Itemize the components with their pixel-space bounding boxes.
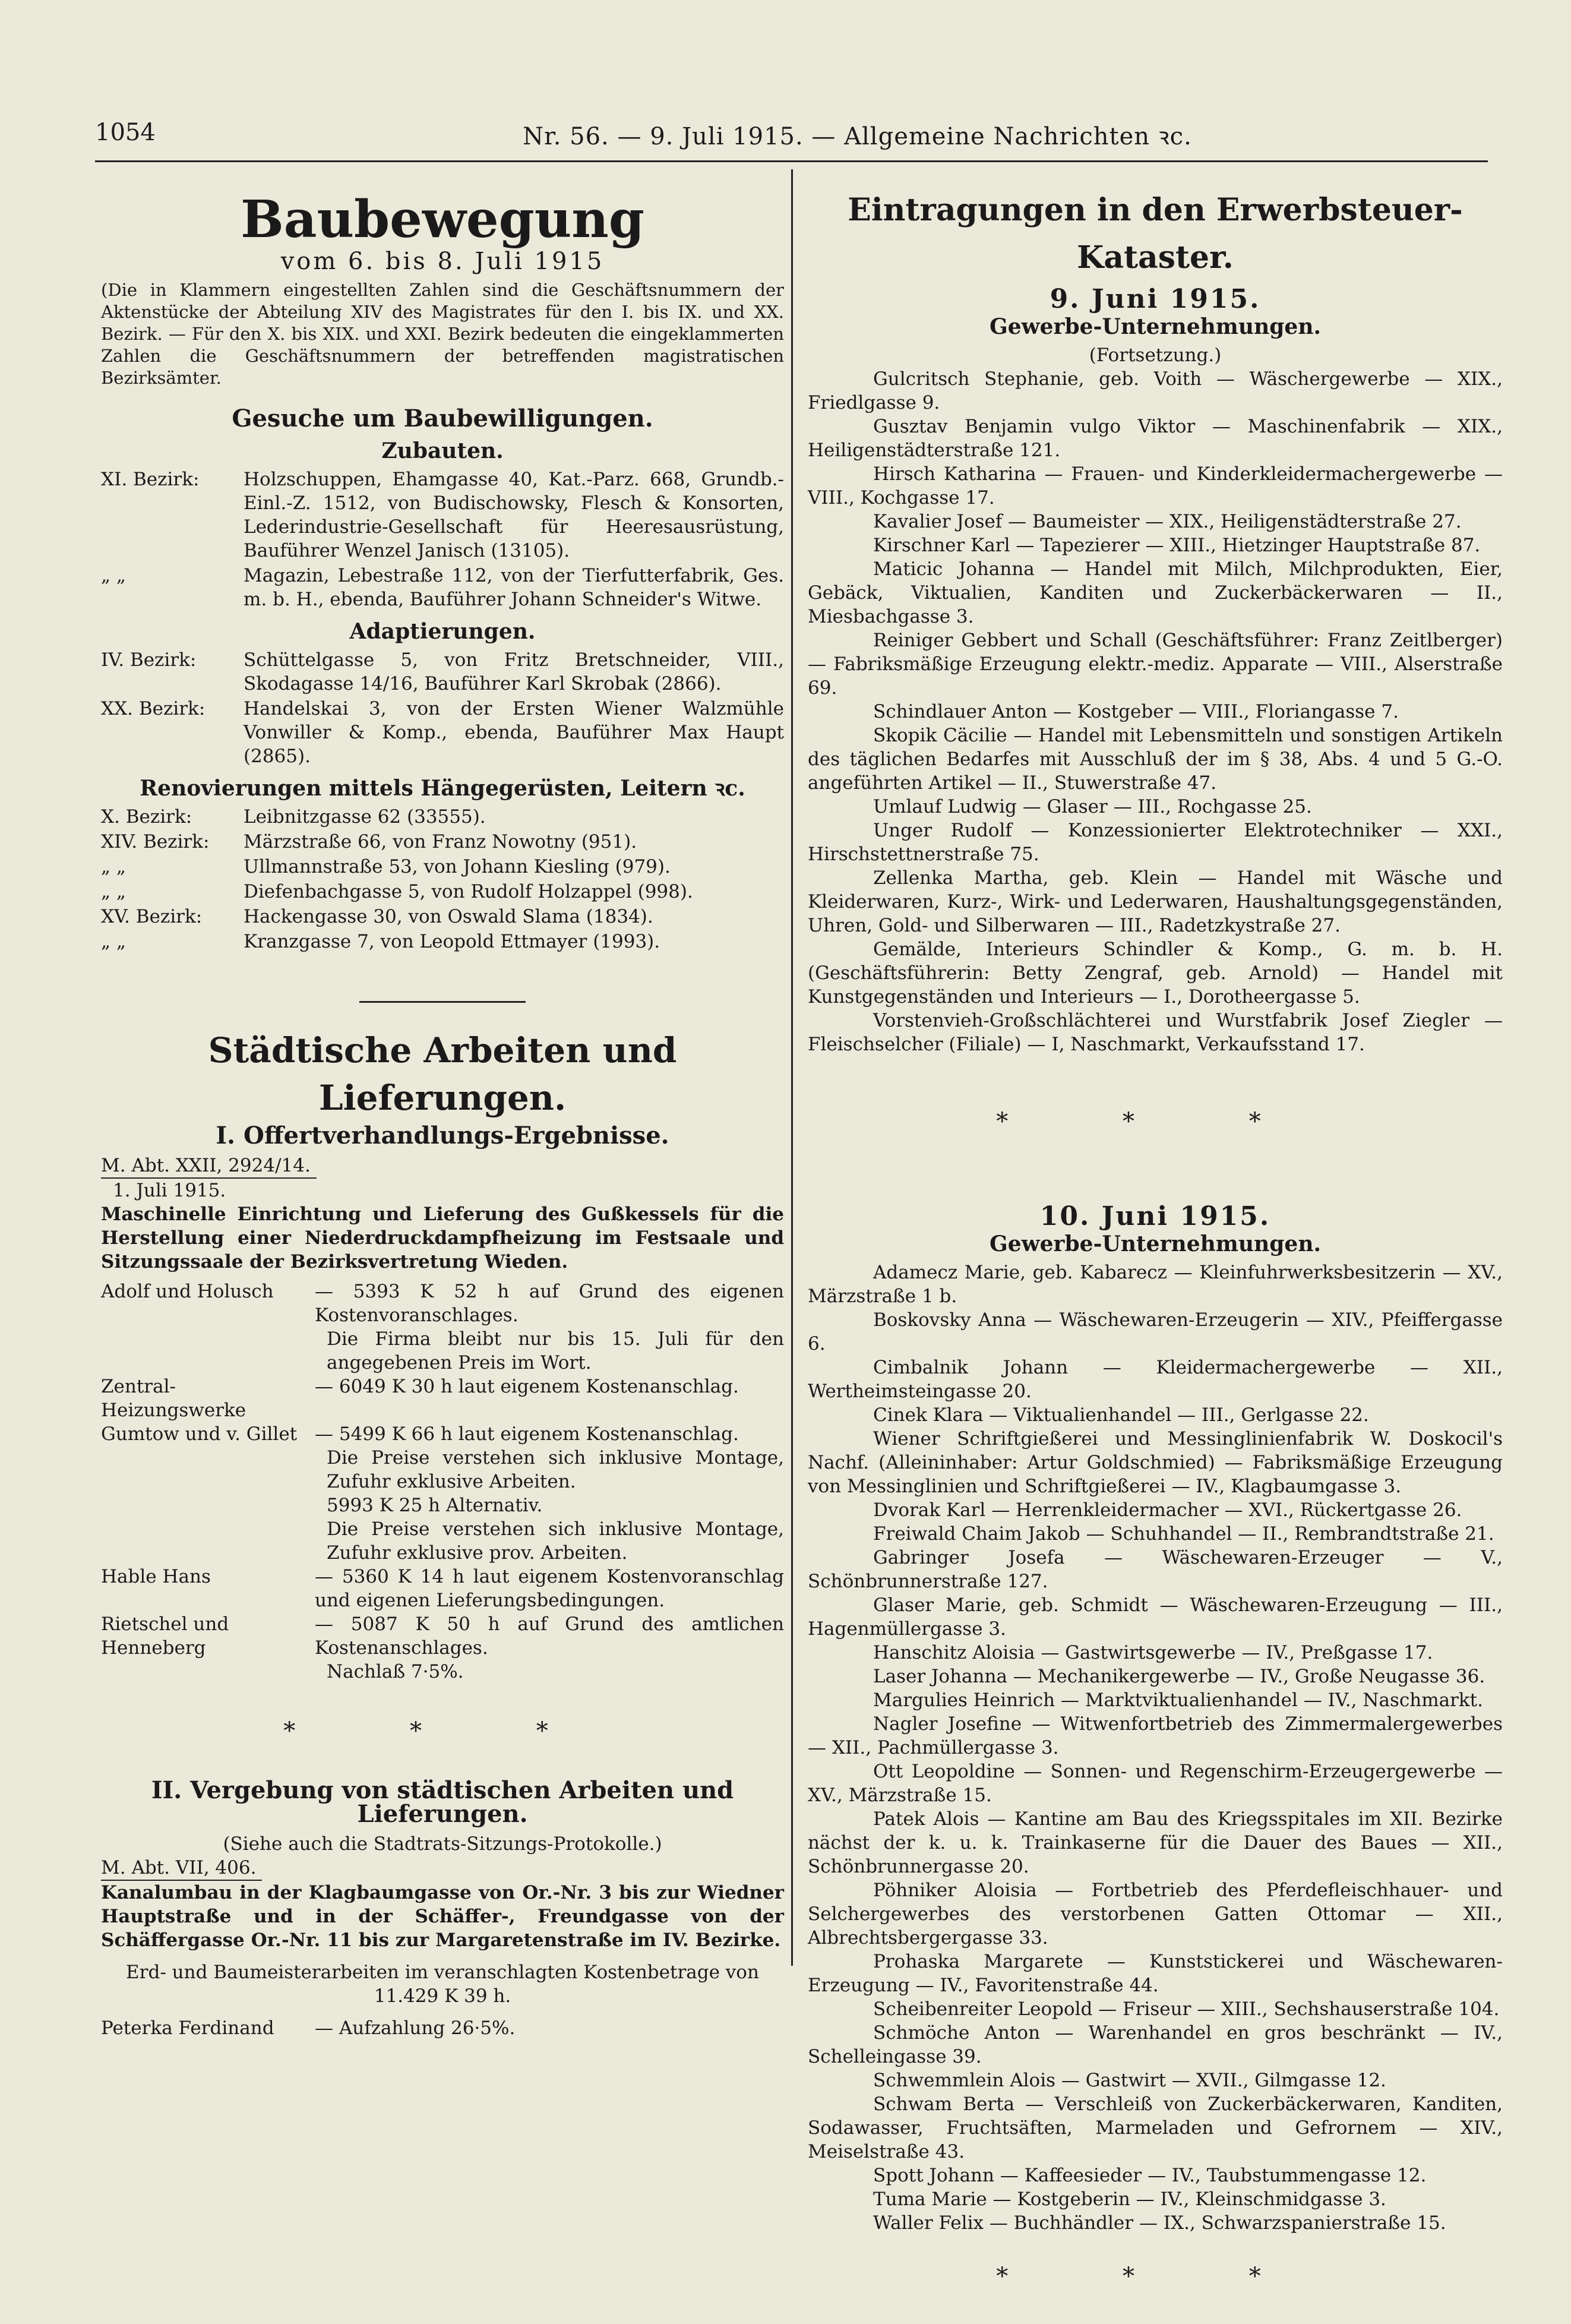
adaptierungen-heading: Adaptierungen.: [349, 619, 536, 644]
list-item: Unger Rudolf — Konzessionierter Elektrotechniker — XXI., Hirschstettnerstraße 75.: [808, 820, 1503, 865]
vergebung-ref-text: M. Abt. VII, 406.: [101, 1856, 262, 1881]
list-item: [101, 930, 784, 953]
header-rule: [95, 160, 1488, 162]
list-item: [101, 905, 784, 929]
list-item: Dvorak Karl — Herrenkleidermacher — XVI., Rückertgasse 26.: [873, 1499, 1462, 1521]
list-item: Cinek Klara — Viktualienhandel — III., Gerlgasse 22.: [873, 1404, 1369, 1426]
entry-text: Holzschuppen, Ehamgasse 40, Kat.-Parz. 668, Grundb.-Einl.-Z. 1512, von Budischowsky, Flesch & Konsorten, Lederindustrie-Gesellschaft für Heeresausrüstung, Bauführer Wenzel Janisch (13105).: [244, 469, 784, 561]
offer-name: Peterka Ferdinand: [101, 2017, 274, 2039]
baubewegung-title: Baubewegung: [241, 190, 644, 250]
list-item: [101, 648, 784, 696]
offer-name: Gumtow und v. Gillet: [101, 1423, 298, 1445]
offer-value: — 5087 K 50 h auf Grund des amtlichen Kostenanschlages.: [315, 1613, 784, 1659]
offer-row: [101, 1280, 784, 1327]
offer-value: — 5499 K 66 h laut eigenem Kostenanschlag.: [315, 1423, 739, 1445]
list-item: Pöhniker Aloisia — Fortbetrieb des Pferdefleischhauer- und Selchergewerbes des verstorbenen Gatten Ottomar — XII., Albrechtsbergergasse 33.: [808, 1880, 1503, 1949]
offer-value: — Aufzahlung 26·5%.: [315, 2017, 516, 2039]
offer-note: Die Preise verstehen sich inklusive Montage, Zufuhr exklusive Arbeiten.: [327, 1447, 784, 1492]
list-item: Hanschitz Aloisia — Gastwirtsgewerbe — IV., Preßgasse 17.: [873, 1642, 1433, 1663]
entry-text: Diefenbachgasse 5, von Rudolf Holzappel (998).: [244, 881, 693, 902]
vergebung-ref: [101, 1856, 784, 1881]
entry-label: XIV. Bezirk:: [101, 831, 210, 852]
offer-row: [101, 1565, 784, 1612]
baubewegung-note: (Die in Klammern eingestellten Zahlen sind die Geschäftsnummern der Aktenstücke der Abteilung XIV des Magistrates für den I. bis IX. und XX. Bezirk. — Für den X. bis XIX. und XXI. Bezirk bedeuten die eingeklammerten Zahlen die Geschäftsnummern der betreffenden magistratischen Bezirksämter.: [101, 280, 784, 388]
left-column: [101, 178, 784, 2040]
list-item: [101, 468, 784, 563]
right-column: [808, 178, 1503, 2324]
section-divider: [359, 1001, 526, 1003]
list-item: Schwemmlein Alois — Gastwirt — XVII., Gilmgasse 12.: [873, 2070, 1386, 2091]
separator-stars: * * *: [996, 1108, 1314, 1135]
offer-row: [101, 1375, 784, 1422]
date-heading: 10. Juni 1915.: [1039, 1201, 1271, 1232]
offer-value: — 5393 K 52 h auf Grund des eigenen Kostenvoranschlages.: [315, 1281, 784, 1326]
offer-name: Rietschel und Henneberg: [101, 1613, 229, 1659]
list-item: Prohaska Margarete — Kunststickerei und Wäschewaren-Erzeugung — IV., Favoritenstraße 44.: [808, 1951, 1503, 1996]
entry-label: X. Bezirk:: [101, 806, 192, 828]
offer-row: [101, 2016, 784, 2040]
list-item: [101, 805, 784, 829]
list-item: Schmöche Anton — Warenhandel en gros beschränkt — IV., Schelleingasse 39.: [808, 2022, 1503, 2067]
offert-ref: [101, 1154, 784, 1179]
offer-value: — 6049 K 30 h laut eigenem Kostenanschlag.: [315, 1376, 739, 1397]
entry-text: Kranzgasse 7, von Leopold Ettmayer (1993).: [244, 931, 660, 952]
list-item: Gabringer Josefa — Wäschewaren-Erzeuger — V., Schönbrunnerstraße 127.: [808, 1547, 1503, 1592]
entry-text: Schüttelgasse 5, von Fritz Bretschneider, VIII., Skodagasse 14/16, Bauführer Karl Skrobak (2866).: [244, 649, 784, 694]
zubauten-heading: Zubauten.: [381, 438, 504, 463]
entry-label: „ „: [101, 856, 126, 877]
list-item: Gulcritsch Stephanie, geb. Voith — Wäschergewerbe — XIX., Friedlgasse 9.: [808, 368, 1503, 413]
list-item: Reiniger Gebbert und Schall (Geschäftsführer: Franz Zeitlberger) — Fabriksmäßige Erzeugung elektr.-mediz. Apparate — VIII., Alserstraße 69.: [808, 630, 1503, 699]
date-heading: 9. Juni 1915.: [1050, 284, 1261, 314]
entry-text: Märzstraße 66, von Franz Nowotny (951).: [244, 831, 637, 852]
list-item: Waller Felix — Buchhändler — IX., Schwarzspanierstraße 15.: [873, 2212, 1446, 2234]
list-item: Ott Leopoldine — Sonnen- und Regenschirm-Erzeugergewerbe — XV., Märzstraße 15.: [808, 1761, 1503, 1806]
offer-note: Die Firma bleibt nur bis 15. Juli für den angegebenen Preis im Wort.: [327, 1328, 784, 1373]
fortsetzung: (Fortsetzung.): [1089, 345, 1222, 366]
list-item: Gemälde, Interieurs Schindler & Komp., G. m. b. H. (Geschäftsführerin: Betty Zengraf, geb. Arnold) — Handel mit Kunstgegenständen und Interieurs — I., Dorotheergasse 5.: [808, 939, 1503, 1008]
list-item: Patek Alois — Kantine am Bau des Kriegsspitales im XII. Bezirke nächst der k. u. k. Trainkaserne für die Dauer des Baues — XII., Schönbrunnergasse 20.: [808, 1808, 1503, 1877]
list-item: Gusztav Benjamin vulgo Viktor — Maschinenfabrik — XIX., Heiligenstädterstraße 121.: [808, 416, 1503, 461]
staedtische-arbeiten-title: Städtische Arbeiten und Lieferungen.: [208, 1030, 677, 1118]
list-item: Nagler Josefine — Witwenfortbetrieb des Zimmermalergewerbes — XII., Pachmüllergasse 3.: [808, 1713, 1503, 1758]
offer-name: Adolf und Holusch: [101, 1281, 274, 1302]
gewerbe-heading: Gewerbe-Unternehmungen.: [989, 314, 1322, 339]
offer-name: Zentral-Heizungswerke: [101, 1376, 246, 1421]
list-item: [101, 830, 784, 854]
entry-label: XX. Bezirk:: [101, 698, 206, 719]
vergebung-heading: II. Vergebung von städtischen Arbeiten und Lieferungen.: [151, 1776, 734, 1828]
offer-name: Hable Hans: [101, 1566, 211, 1587]
vergebung-subject: Kanalumbau in der Klagbaumgasse von Or.-Nr. 3 bis zur Wiedner Hauptstraße und in der Schäffer-, Freundgasse von der Schäffergasse Or.-Nr. 11 bis zur Margaretenstraße im IV. Bezirke.: [101, 1882, 784, 1951]
offer-row: [101, 1422, 784, 1446]
list-item: [101, 697, 784, 768]
list-item: Umlauf Ludwig — Glaser — III., Rochgasse 25.: [873, 796, 1312, 817]
list-item: Boskovsky Anna — Wäschewaren-Erzeugerin — XIV., Pfeiffergasse 6.: [808, 1309, 1503, 1354]
list-item: Maticic Johanna — Handel mit Milch, Milchprodukten, Eier, Gebäck, Viktualien, Kanditen und Zuckerbäckerwaren — II., Miesbachgasse 3.: [808, 558, 1503, 627]
gewerbe-heading: Gewerbe-Unternehmungen.: [989, 1232, 1322, 1256]
page-number: 1054: [95, 119, 156, 146]
list-item: Scheibenreiter Leopold — Friseur — XIII., Sechshauserstraße 104.: [873, 1998, 1500, 2020]
list-item: Kirschner Karl — Tapezierer — XIII., Hietzinger Hauptstraße 87.: [873, 535, 1481, 556]
renovierungen-heading: Renovierungen mittels Hängegerüsten, Leitern ꝛc.: [140, 776, 745, 801]
list-item: Freiwald Chaim Jakob — Schuhhandel — II., Rembrandtstraße 21.: [873, 1523, 1494, 1545]
separator-stars: * * *: [996, 2263, 1314, 2290]
offert-ref-text: M. Abt. XXII, 2924/14.: [101, 1154, 317, 1179]
offer-row: [101, 1612, 784, 1660]
list-item: Margulies Heinrich — Marktviktualienhandel — IV., Naschmarkt.: [873, 1690, 1483, 1711]
separator-stars: * * *: [283, 1717, 602, 1745]
entry-label: „ „: [101, 881, 126, 902]
column-divider: [791, 169, 793, 1966]
entry-text: Leibnitzgasse 62 (33555).: [244, 806, 486, 828]
entry-label: „ „: [101, 931, 126, 952]
page-header: [95, 119, 1488, 154]
list-item: Skopik Cäcilie — Handel mit Lebensmitteln und sonstigen Artikeln des täglichen Bedarfes mit Ausschluß der im § 38, Abs. 4 und 5 G.-O. angeführten Artikel — II., Stuwerstraße 47.: [808, 725, 1503, 794]
list-item: Zellenka Martha, geb. Klein — Handel mit Wäsche und Kleiderwaren, Kurz-, Wirk- und Lederwaren, Haushaltungsgegenständen, Uhren, Gold- und Silberwaren — III., Radetzkystraße 27.: [808, 867, 1503, 936]
vergebung-note: (Siehe auch die Stadtrats-Sitzungs-Protokolle.): [223, 1833, 662, 1855]
entry-text: Handelskai 3, von der Ersten Wiener Walzmühle Vonwiller & Komp., ebenda, Bauführer Max Haupt (2865).: [244, 698, 784, 767]
list-item: Vorstenvieh-Großschlächterei und Wurstfabrik Josef Ziegler — Fleischselcher (Filiale) — I, Naschmarkt, Verkaufsstand 17.: [808, 1010, 1503, 1055]
running-header: Nr. 56. — 9. Juli 1915. — Allgemeine Nachrichten ꝛc.: [523, 123, 1192, 150]
list-item: Adamecz Marie, geb. Kabarecz — Kleinfuhrwerksbesitzerin — XV., Märzstraße 1 b.: [808, 1262, 1503, 1307]
list-item: Wiener Schriftgießerei und Messinglinienfabrik W. Doskocil's Nachf. (Alleininhaber: Artur Goldschmied) — Fabriksmäßige Erzeugung von Messinglinien und Schriftgießerei — IV., Klagbaumgasse 3.: [808, 1428, 1503, 1497]
list-item: Schwam Berta — Verschleiß von Zuckerbäckerwaren, Kanditen, Sodawasser, Fruchtsäften, Marmeladen und Gefrornem — XIV., Meiselstraße 43.: [808, 2094, 1503, 2162]
list-item: Hirsch Katharina — Frauen- und Kinderkleidermachergewerbe — VIII., Kochgasse 17.: [808, 463, 1503, 509]
list-item: Laser Johanna — Mechanikergewerbe — IV., Große Neugasse 36.: [873, 1666, 1485, 1687]
entry-text: Hackengasse 30, von Oswald Slama (1834).: [244, 906, 653, 927]
list-item: [101, 564, 784, 611]
entry-label: „ „: [101, 565, 126, 586]
entry-label: IV. Bezirk:: [101, 649, 197, 671]
offer-note: Nachlaß 7·5%.: [327, 1661, 464, 1682]
entry-text: Ullmannstraße 53, von Johann Kiesling (979).: [244, 856, 671, 877]
offert-subject: Maschinelle Einrichtung und Lieferung des Gußkessels für die Herstellung einer Niederdruckdampfheizung im Festsaale und Sitzungssaale der Bezirksvertretung Wieden.: [101, 1204, 784, 1272]
offert-date: 1. Juli 1915.: [113, 1180, 226, 1201]
entry-text: Magazin, Lebestraße 112, von der Tierfutterfabrik, Ges. m. b. H., ebenda, Bauführer Johann Schneider's Witwe.: [244, 565, 784, 610]
list-item: Spott Johann — Kaffeesieder — IV., Taubstummengasse 12.: [873, 2165, 1427, 2186]
list-item: Glaser Marie, geb. Schmidt — Wäschewaren-Erzeugung — III., Hagenmüllergasse 3.: [808, 1594, 1503, 1640]
list-item: Kavalier Josef — Baumeister — XIX., Heiligenstädterstraße 27.: [873, 511, 1462, 532]
list-item: [101, 855, 784, 879]
offer-value: — 5360 K 14 h laut eigenem Kostenvoranschlag und eigenen Lieferungsbedingungen.: [315, 1566, 784, 1611]
vergebung-work: Erd- und Baumeisterarbeiten im veranschlagten Kostenbetrage von 11.429 K 39 h.: [126, 1962, 759, 2007]
offer-note: Die Preise verstehen sich inklusive Montage, Zufuhr exklusive prov. Arbeiten.: [327, 1518, 784, 1564]
offer-note: 5993 K 25 h Alternativ.: [327, 1495, 543, 1516]
gesuche-heading: Gesuche um Baubewilligungen.: [232, 405, 653, 432]
kataster-title: Eintragungen in den Erwerbsteuer-Kataster.: [848, 192, 1463, 276]
baubewegung-subtitle: vom 6. bis 8. Juli 1915: [280, 248, 605, 275]
list-item: [101, 880, 784, 904]
offert-heading: I. Offertverhandlungs-Ergebnisse.: [216, 1122, 669, 1150]
list-item: Schindlauer Anton — Kostgeber — VIII., Floriangasse 7.: [873, 701, 1399, 722]
entry-label: XV. Bezirk:: [101, 906, 203, 927]
list-item: Tuma Marie — Kostgeberin — IV., Kleinschmidgasse 3.: [873, 2189, 1386, 2210]
list-item: Cimbalnik Johann — Kleidermachergewerbe — XII., Wertheimsteingasse 20.: [808, 1357, 1503, 1402]
entry-label: XI. Bezirk:: [101, 469, 200, 490]
